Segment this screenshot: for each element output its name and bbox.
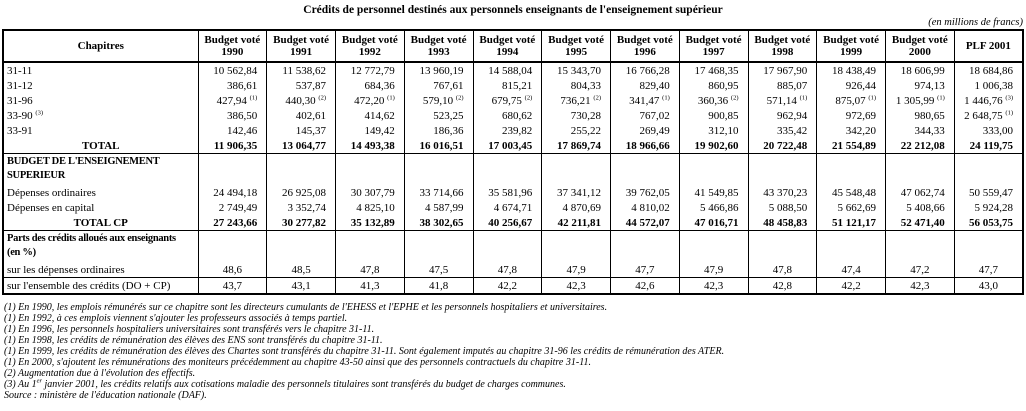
value-cell: 5 662,69 (817, 200, 886, 215)
value-cell (748, 231, 817, 263)
table-row (3, 93, 1023, 108)
table-row (3, 185, 1023, 200)
value-cell: 47,8 (748, 262, 817, 278)
table-row (3, 62, 1023, 78)
table-row (3, 123, 1023, 138)
table-row (3, 231, 1023, 263)
row-label: 31-11 (7, 64, 33, 77)
value-cell: 18 438,49 (817, 62, 886, 78)
value-cell: 427,94 $^{(1)}$ (198, 93, 267, 108)
table-row (3, 262, 1023, 278)
value-cell: 815,21 (473, 78, 542, 93)
value-cell (679, 231, 748, 263)
value-cell: 40 256,67 (473, 215, 542, 231)
value-cell: 145,37 (267, 123, 336, 138)
value-cell: 767,02 (611, 108, 680, 123)
column-header: Budget voté 1991 (267, 30, 336, 62)
unit-note: (en millions de francs) (928, 17, 1023, 28)
value-cell: 974,13 (886, 78, 955, 93)
value-cell: 3 352,74 (267, 200, 336, 215)
value-cell: 11 906,35 (198, 138, 267, 154)
value-cell: 47 016,71 (679, 215, 748, 231)
value-cell: 47,7 (954, 262, 1023, 278)
value-cell: 43,1 (267, 278, 336, 295)
value-cell: 42,3 (679, 278, 748, 295)
row-label: sur l'ensemble des crédits (DO + CP) (7, 279, 171, 292)
footnote: (1) En 1990, les emplois rémunérés sur ce chapitre sont les directeurs cumulants de l'EHESS et l'EPHE et les personnels hospitaliers et universitaires. (4, 302, 608, 313)
value-cell: 43,0 (954, 278, 1023, 295)
value-cell: 149,42 (336, 123, 405, 138)
value-cell (542, 154, 611, 186)
value-cell (404, 231, 473, 263)
value-cell (954, 154, 1023, 186)
value-cell: 14 493,38 (336, 138, 405, 154)
row-label: Parts des crédits alloués aux enseignants (en %) (7, 233, 176, 258)
value-cell: 16 766,28 (611, 62, 680, 78)
value-cell: 47,9 (679, 262, 748, 278)
column-header-chapitres: Chapitres (3, 30, 198, 62)
value-cell: 360,36 $^{(2)}$ (679, 93, 748, 108)
value-cell: 4 810,02 (611, 200, 680, 215)
value-cell: 342,20 (817, 123, 886, 138)
value-cell: 972,69 (817, 108, 886, 123)
table-row (3, 154, 1023, 186)
value-cell: 537,87 (267, 78, 336, 93)
column-header: Budget voté 1990 (198, 30, 267, 62)
value-cell: 33 714,66 (404, 185, 473, 200)
value-cell: 5 466,86 (679, 200, 748, 215)
value-cell (198, 154, 267, 186)
value-cell (886, 154, 955, 186)
value-cell: 386,61 (198, 78, 267, 93)
value-cell: 17 468,35 (679, 62, 748, 78)
value-cell: 804,33 (542, 78, 611, 93)
value-cell: 4 825,10 (336, 200, 405, 215)
table-row (3, 78, 1023, 93)
value-cell: 22 212,08 (886, 138, 955, 154)
value-cell: 402,61 (267, 108, 336, 123)
value-cell: 12 772,79 (336, 62, 405, 78)
row-label: 33-90 $^{(3)}$ (7, 108, 44, 122)
row-label: 31-96 (7, 94, 33, 107)
footnote: (2) Augmentation due à l'évolution des effectifs. (4, 368, 196, 379)
value-cell: 980,65 (886, 108, 955, 123)
value-cell: 21 554,89 (817, 138, 886, 154)
value-cell: 730,28 (542, 108, 611, 123)
value-cell (473, 154, 542, 186)
value-cell: 2 648,75 $^{(1)}$ (954, 108, 1023, 123)
value-cell: 142,46 (198, 123, 267, 138)
value-cell: 5 924,28 (954, 200, 1023, 215)
value-cell: 30 277,82 (267, 215, 336, 231)
value-cell (817, 154, 886, 186)
value-cell: 42,3 (886, 278, 955, 295)
footnote: (3) Au 1er janvier 2001, les crédits relatifs aux cotisations maladie des personnels titulaires sont transférés du budget de charges communes. (4, 377, 566, 390)
row-label: Dépenses ordinaires (7, 186, 96, 199)
value-cell: 767,61 (404, 78, 473, 93)
row-label: Dépenses en capital (7, 201, 95, 214)
value-cell: 829,40 (611, 78, 680, 93)
value-cell: 4 587,99 (404, 200, 473, 215)
row-label: TOTAL CP (3, 215, 198, 231)
value-cell: 15 343,70 (542, 62, 611, 78)
value-cell: 571,14 $^{(1)}$ (748, 93, 817, 108)
value-cell: 13 064,77 (267, 138, 336, 154)
footnote: (1) En 1992, à ces emplois viennent s'ajouter les professeurs associés à temps partiel. (4, 313, 348, 324)
source-line: Source : ministère de l'éducation nationale (DAF). (4, 390, 207, 401)
value-cell: 26 925,08 (267, 185, 336, 200)
value-cell: 269,49 (611, 123, 680, 138)
value-cell: 1 305,99 $^{(1)}$ (886, 93, 955, 108)
value-cell: 4 870,69 (542, 200, 611, 215)
value-cell: 875,07 $^{(1)}$ (817, 93, 886, 108)
value-cell: 19 902,60 (679, 138, 748, 154)
value-cell: 579,10 $^{(2)}$ (404, 93, 473, 108)
value-cell: 42,2 (473, 278, 542, 295)
value-cell: 684,36 (336, 78, 405, 93)
value-cell: 341,47 $^{(1)}$ (611, 93, 680, 108)
value-cell: 38 302,65 (404, 215, 473, 231)
value-cell: 42,2 (817, 278, 886, 295)
value-cell: 5 088,50 (748, 200, 817, 215)
value-cell: 472,20 $^{(1)}$ (336, 93, 405, 108)
footnotes (4, 302, 1026, 390)
value-cell: 43,7 (198, 278, 267, 295)
value-cell (542, 231, 611, 263)
table-row (3, 108, 1023, 123)
row-label: 31-12 (7, 79, 33, 92)
table-row (3, 200, 1023, 215)
value-cell (817, 231, 886, 263)
footnote: (1) En 1996, les personnels hospitaliers universitaires sont transférés vers le chapitre 31-11. (4, 324, 375, 335)
value-cell: 18 684,86 (954, 62, 1023, 78)
column-header: Budget voté 1995 (542, 30, 611, 62)
value-cell: 335,42 (748, 123, 817, 138)
footnote: (1) En 1998, les crédits de rémunération des élèves des ENS sont transférés du chapitre 31-11. (4, 335, 383, 346)
table-row (3, 138, 1023, 154)
value-cell (336, 154, 405, 186)
column-header: Budget voté 1992 (336, 30, 405, 62)
value-cell: 43 370,23 (748, 185, 817, 200)
row-label: BUDGET DE L'ENSEIGNEMENT SUPERIEUR (7, 156, 160, 181)
value-cell: 414,62 (336, 108, 405, 123)
value-cell: 17 869,74 (542, 138, 611, 154)
value-cell: 44 572,07 (611, 215, 680, 231)
value-cell: 45 548,48 (817, 185, 886, 200)
value-cell: 1 006,38 (954, 78, 1023, 93)
column-header: Budget voté 1999 (817, 30, 886, 62)
value-cell: 37 341,12 (542, 185, 611, 200)
value-cell: 679,75 $^{(2)}$ (473, 93, 542, 108)
value-cell: 51 121,17 (817, 215, 886, 231)
value-cell: 926,44 (817, 78, 886, 93)
value-cell: 11 538,62 (267, 62, 336, 78)
value-cell: 35 132,89 (336, 215, 405, 231)
column-header: Budget voté 1997 (679, 30, 748, 62)
value-cell: 18 606,99 (886, 62, 955, 78)
value-cell (611, 231, 680, 263)
value-cell (336, 231, 405, 263)
column-header: Budget voté 1994 (473, 30, 542, 62)
column-header: Budget voté 1998 (748, 30, 817, 62)
value-cell: 2 749,49 (198, 200, 267, 215)
value-cell: 47,8 (473, 262, 542, 278)
value-cell: 239,82 (473, 123, 542, 138)
value-cell: 42,8 (748, 278, 817, 295)
value-cell (473, 231, 542, 263)
column-header: PLF 2001 (954, 30, 1023, 62)
value-cell (886, 231, 955, 263)
value-cell: 27 243,66 (198, 215, 267, 231)
row-label: 33-91 (7, 124, 33, 137)
value-cell: 4 674,71 (473, 200, 542, 215)
value-cell: 18 966,66 (611, 138, 680, 154)
value-cell: 42,6 (611, 278, 680, 295)
value-cell: 680,62 (473, 108, 542, 123)
value-cell: 41 549,85 (679, 185, 748, 200)
value-cell: 24 494,18 (198, 185, 267, 200)
value-cell: 186,36 (404, 123, 473, 138)
value-cell: 30 307,79 (336, 185, 405, 200)
value-cell: 885,07 (748, 78, 817, 93)
value-cell: 48,6 (198, 262, 267, 278)
value-cell: 20 722,48 (748, 138, 817, 154)
value-cell (404, 154, 473, 186)
value-cell: 50 559,47 (954, 185, 1023, 200)
value-cell: 962,94 (748, 108, 817, 123)
value-cell: 10 562,84 (198, 62, 267, 78)
value-cell: 17 967,90 (748, 62, 817, 78)
value-cell: 312,10 (679, 123, 748, 138)
value-cell (267, 231, 336, 263)
footnote: (1) En 2000, s'ajoutent les rémunérations des moniteurs précédemment au chapitre 43-50 ainsi que des personnels contractuels du chapitre 31-11. (4, 357, 591, 368)
table-row (3, 278, 1023, 295)
value-cell: 48 458,83 (748, 215, 817, 231)
value-cell (748, 154, 817, 186)
value-cell (679, 154, 748, 186)
value-cell: 47,2 (886, 262, 955, 278)
row-label: TOTAL (3, 138, 198, 154)
value-cell: 860,95 (679, 78, 748, 93)
column-header: Budget voté 1993 (404, 30, 473, 62)
row-label: sur les dépenses ordinaires (3, 262, 198, 278)
value-cell: 736,21 $^{(2)}$ (542, 93, 611, 108)
value-cell (611, 154, 680, 186)
value-cell (954, 231, 1023, 263)
value-cell: 5 408,66 (886, 200, 955, 215)
value-cell: 440,30 $^{(2)}$ (267, 93, 336, 108)
value-cell (267, 154, 336, 186)
value-cell: 42 211,81 (542, 215, 611, 231)
value-cell: 48,5 (267, 262, 336, 278)
page-title: Crédits de personnel destinés aux personnels enseignants de l'enseignement supérieur (303, 4, 723, 16)
value-cell: 344,33 (886, 123, 955, 138)
value-cell (198, 231, 267, 263)
value-cell: 47,4 (817, 262, 886, 278)
value-cell: 47 062,74 (886, 185, 955, 200)
value-cell: 35 581,96 (473, 185, 542, 200)
value-cell: 52 471,40 (886, 215, 955, 231)
value-cell: 41,3 (336, 278, 405, 295)
value-cell: 47,7 (611, 262, 680, 278)
value-cell: 333,00 (954, 123, 1023, 138)
value-cell: 47,5 (404, 262, 473, 278)
table-row (3, 215, 1023, 231)
value-cell: 386,50 (198, 108, 267, 123)
column-header: Budget voté 2000 (886, 30, 955, 62)
value-cell: 42,3 (542, 278, 611, 295)
value-cell: 41,8 (404, 278, 473, 295)
budget-table (2, 29, 1024, 295)
value-cell: 47,9 (542, 262, 611, 278)
value-cell: 900,85 (679, 108, 748, 123)
value-cell: 47,8 (336, 262, 405, 278)
value-cell: 523,25 (404, 108, 473, 123)
value-cell: 14 588,04 (473, 62, 542, 78)
value-cell: 16 016,51 (404, 138, 473, 154)
value-cell: 255,22 (542, 123, 611, 138)
value-cell: 24 119,75 (954, 138, 1023, 154)
footnote: (1) En 1999, les crédits de rémunération des élèves des Chartes sont transférés du chapitre 31-11. Sont également imputés au chapitre 31-96 les crédits de rémunération des ATER. (4, 346, 725, 357)
value-cell: 39 762,05 (611, 185, 680, 200)
value-cell: 13 960,19 (404, 62, 473, 78)
value-cell: 56 053,75 (954, 215, 1023, 231)
column-header: Budget voté 1996 (611, 30, 680, 62)
header-row (3, 30, 1023, 62)
value-cell: 1 446,76 $^{(3)}$ (954, 93, 1023, 108)
value-cell: 17 003,45 (473, 138, 542, 154)
